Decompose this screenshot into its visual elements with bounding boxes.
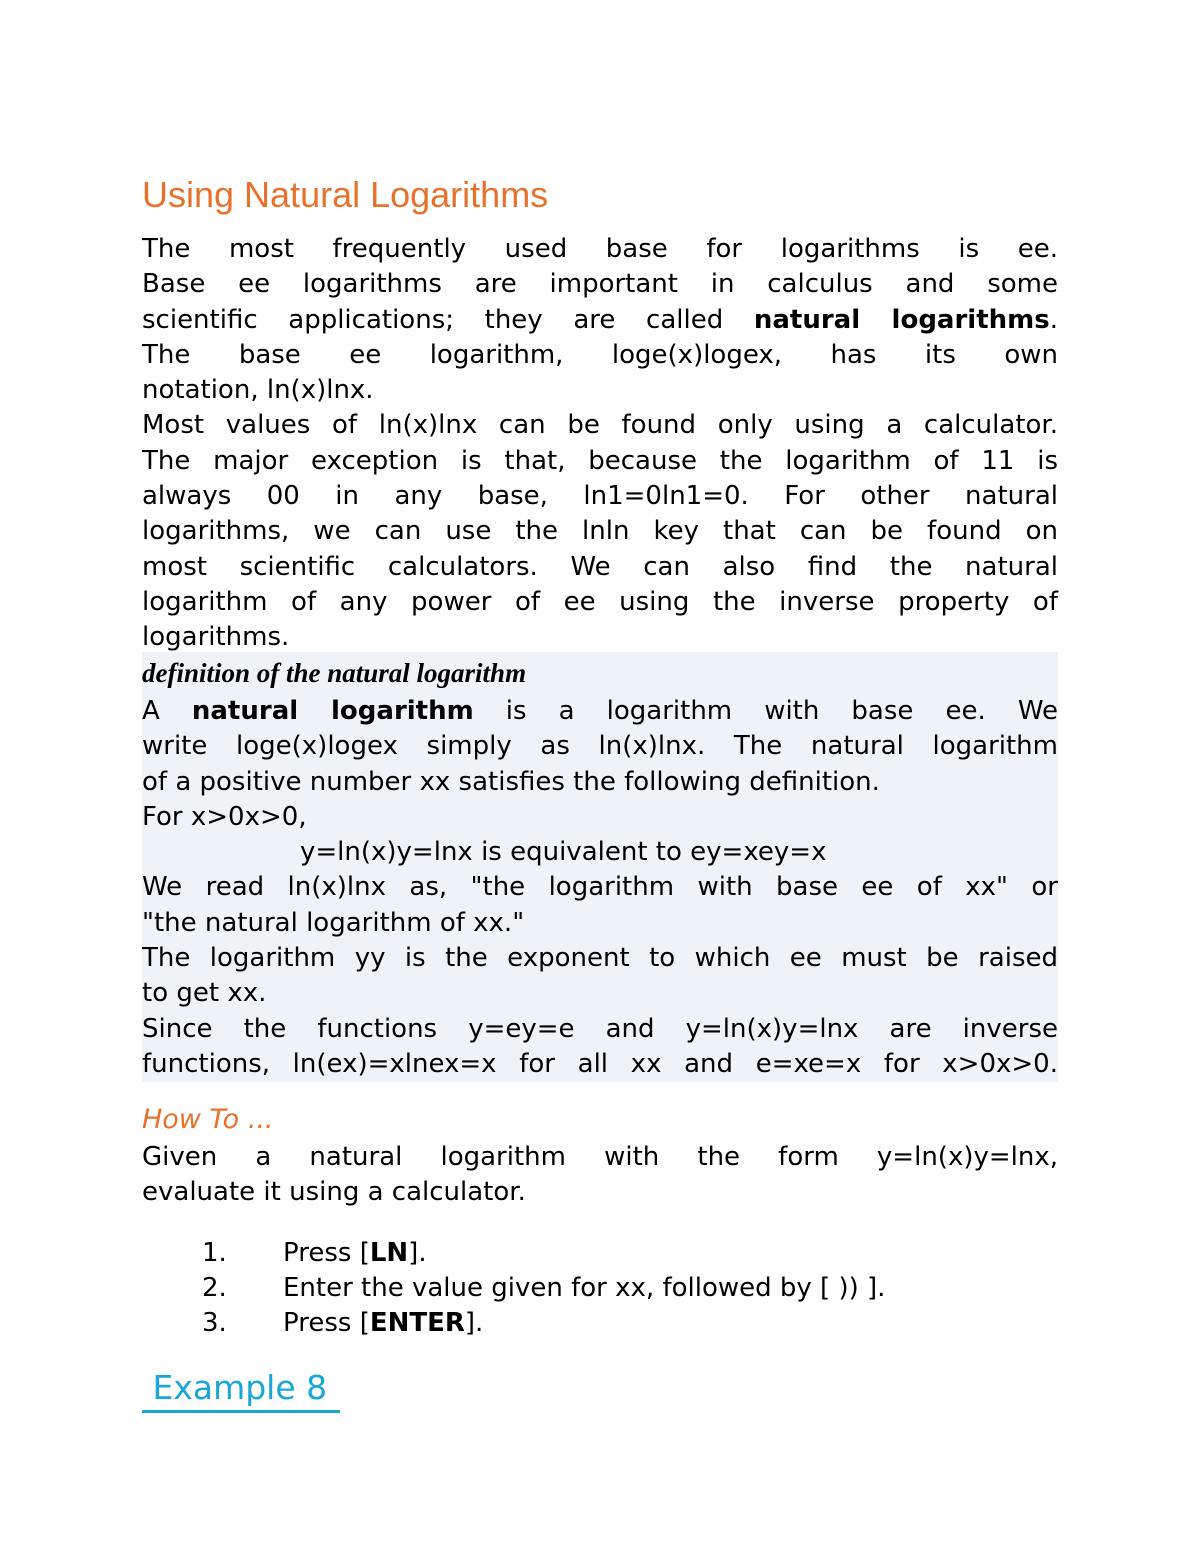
text-line: Most values of ln(x)lnx can be found only using a calculator. [142, 410, 1058, 441]
text-line: The base ee logarithm, loge(x)logex, has its own [142, 339, 1058, 370]
text-line: The logarithm yy is the exponent to which ee must be raised [142, 943, 1058, 974]
text-line: We read ln(x)lnx as, "the logarithm with base ee of xx" or [142, 872, 1058, 903]
step-text: Press [LN]. [283, 1238, 427, 1268]
step-number: 3. [202, 1308, 227, 1338]
text-line: notation, ln(x)lnx. [142, 375, 374, 406]
text-line: For x>0x>0, [142, 801, 307, 832]
list-item [142, 1236, 1058, 1271]
equivalence-statement: y=ln(x)y=lnx is equivalent to ey=xey=x [300, 837, 827, 868]
text-line: to get xx. [142, 978, 267, 1009]
text-line: write loge(x)logex simply as ln(x)lnx. The natural logarithm [142, 731, 1058, 762]
bold-term: natural logarithm [191, 696, 474, 726]
list-item [142, 1306, 1058, 1341]
step-text: Press [ENTER]. [283, 1308, 484, 1338]
text-line: The major exception is that, because the logarithm of 11 is [142, 445, 1058, 476]
howto-label: How To ... [142, 1104, 274, 1135]
list-item [142, 1271, 1058, 1306]
text-line: "the natural logarithm of xx." [142, 907, 525, 938]
text-line: logarithms, we can use the lnln key that can be found on [142, 516, 1058, 547]
text-line: Base ee logarithms are important in calculus and some [142, 269, 1058, 300]
text-line: logarithm of any power of ee using the inverse property of [142, 586, 1058, 617]
text-line: Since the functions y=ey=e and y=ln(x)y=lnx are inverse [142, 1013, 1058, 1044]
text-line: Given a natural logarithm with the form y=ln(x)y=lnx, [142, 1142, 1058, 1172]
steps-list [142, 1236, 1058, 1341]
definition-body [142, 694, 1058, 1082]
step-number: 2. [202, 1273, 227, 1303]
intro-paragraph [142, 232, 1058, 656]
text-line: A natural logarithm is a logarithm with base ee. We [142, 696, 1058, 726]
key-label: LN [369, 1238, 409, 1268]
text-line: most scientific calculators. We can also find the natural [142, 551, 1058, 582]
text-line: evaluate it using a calculator. [142, 1177, 526, 1208]
step-text: Enter the value given for xx, followed by [ )) ]. [283, 1273, 886, 1303]
key-label: ENTER [369, 1308, 465, 1338]
text-line: always 00 in any base, ln1=0ln1=0. For other natural [142, 481, 1058, 512]
text-line: scientific applications; they are called natural logarithms. [142, 304, 1058, 335]
example-link[interactable]: Example 8 [142, 1366, 340, 1413]
bold-term: natural logarithms [753, 304, 1050, 335]
text-line: of a positive number xx satisfies the following definition. [142, 766, 880, 797]
text-line: logarithms. [142, 622, 290, 653]
step-number: 1. [202, 1238, 227, 1268]
text-line: The most frequently used base for logarithms is ee. [142, 234, 1058, 264]
definition-heading: definition of the natural logarithm [142, 658, 527, 688]
section-title: Using Natural Logarithms [142, 174, 549, 215]
text-line: functions, ln(ex)=xlnex=x for all xx and e=xe=x for x>0x>0. [142, 1048, 1058, 1079]
howto-paragraph [142, 1140, 1058, 1211]
